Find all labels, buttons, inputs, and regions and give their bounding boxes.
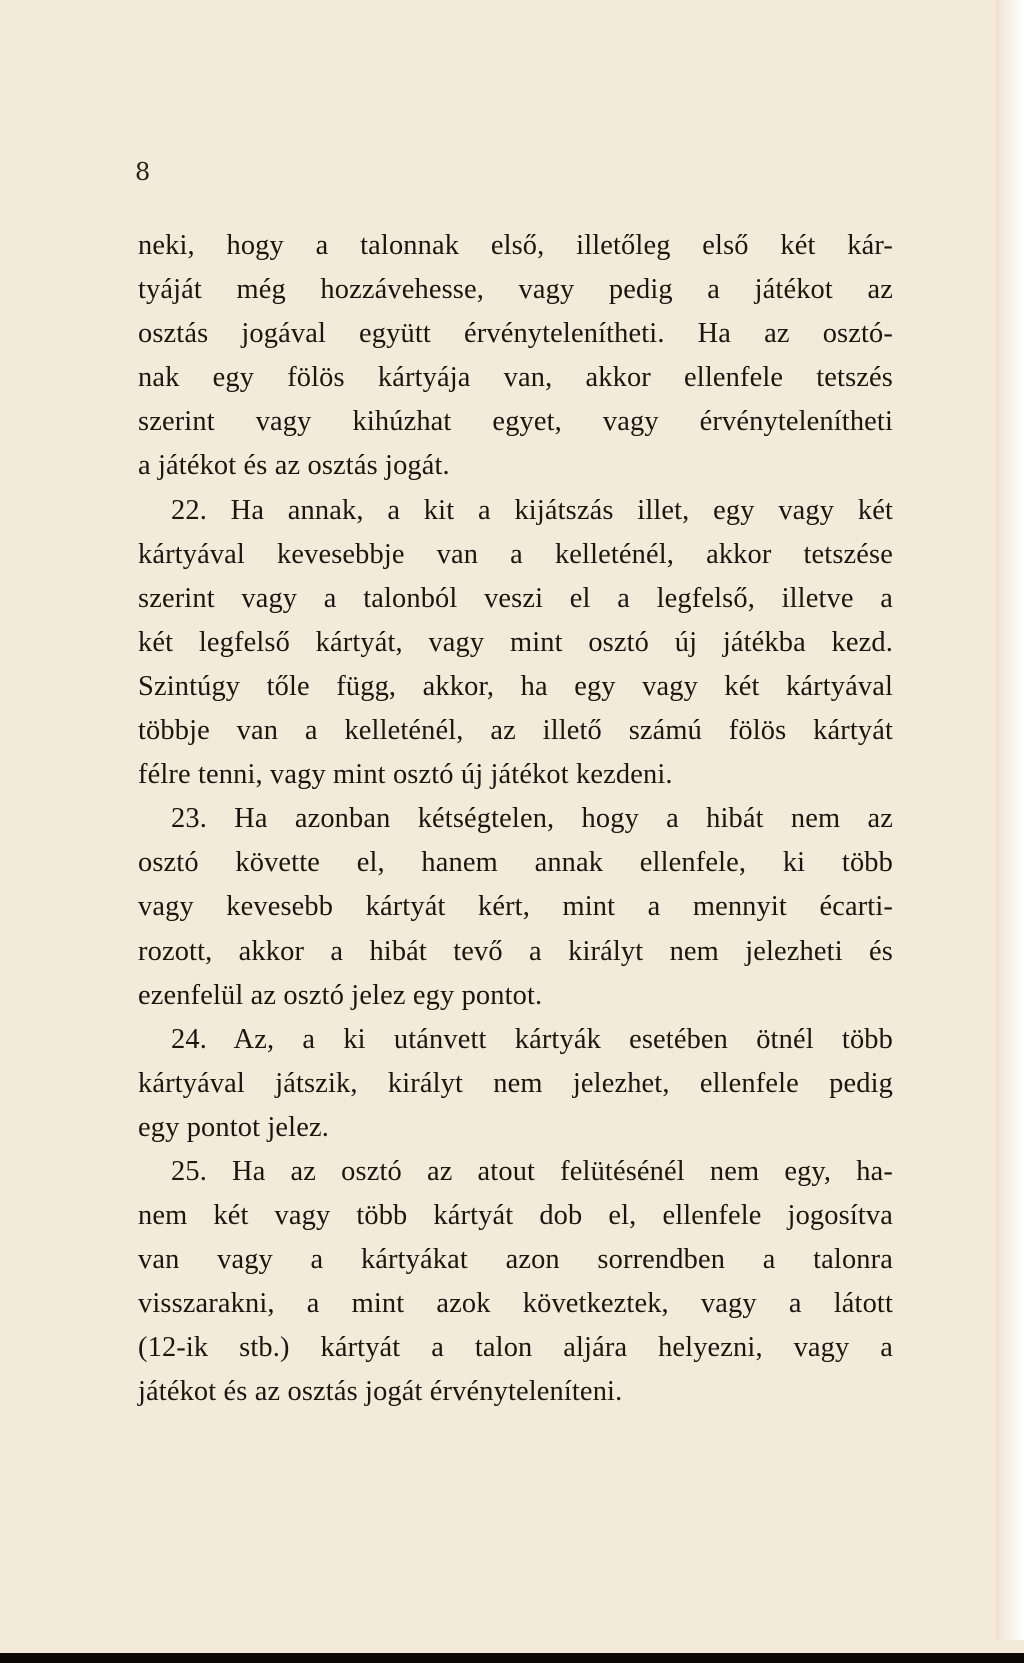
paragraph-25-start: 25. Ha az osztó az atout felütésénél nem egy, ha- xyxy=(171,1155,893,1187)
text-line: ezenfelül az osztó jelez egy pontot. xyxy=(138,979,543,1011)
text-line: kártyával kevesebbje van a kelleténél, akkor tetszése xyxy=(138,538,893,570)
paragraph-24-start: 24. Az, a ki utánvett kártyák esetében ötnél több xyxy=(171,1023,893,1055)
text-line: nak egy fölös kártyája van, akkor ellenfele tetszés xyxy=(138,362,893,394)
text-line: Szintúgy tőle függ, akkor, ha egy vagy két kártyával xyxy=(138,670,893,702)
body-text xyxy=(138,224,893,1415)
paragraph-23-start: 23. Ha azonban kétségtelen, hogy a hibát nem az xyxy=(171,803,893,835)
text-line: vagy kevesebb kártyát kért, mint a mennyit écarti- xyxy=(138,891,893,923)
text-line: a játékot és az osztás jogát. xyxy=(138,450,450,482)
text-line: szerint vagy a talonból veszi el a legfelső, illetve a xyxy=(138,582,893,614)
text-line: tyáját még hozzávehesse, vagy pedig a játékot az xyxy=(138,274,893,306)
scan-bottom-border xyxy=(0,1653,1024,1663)
text-line: két legfelső kártyát, vagy mint osztó új játékba kezd. xyxy=(138,626,893,658)
page-number: 8 xyxy=(135,158,151,186)
text-line: egy pontot jelez. xyxy=(138,1111,329,1143)
text-line: szerint vagy kihúzhat egyet, vagy érvénytelenítheti xyxy=(138,406,893,438)
paragraph-22-start: 22. Ha annak, a kit a kijátszás illet, egy vagy két xyxy=(171,494,893,526)
text-line: többje van a kelleténél, az illető számú fölös kártyát xyxy=(138,715,893,747)
text-line: neki, hogy a talonnak első, illetőleg első két kár- xyxy=(138,230,893,261)
text-line: játékot és az osztás jogát érvényteleníteni. xyxy=(138,1376,623,1408)
page-edge-shadow xyxy=(996,0,1024,1640)
text-line: kártyával játszik, királyt nem jelezhet, ellenfele pedig xyxy=(138,1067,893,1099)
text-line: van vagy a kártyákat azon sorrendben a talonra xyxy=(138,1244,893,1276)
text-line: visszarakni, a mint azok következtek, vagy a látott xyxy=(138,1288,893,1320)
text-line: osztás jogával együtt érvénytelenítheti. Ha az osztó- xyxy=(138,318,893,350)
text-line: nem két vagy több kártyát dob el, ellenfele jogosítva xyxy=(138,1200,893,1232)
text-line: (12-ik stb.) kártyát a talon aljára helyezni, vagy a xyxy=(138,1332,893,1364)
text-line: rozott, akkor a hibát tevő a királyt nem jelezheti és xyxy=(138,935,893,967)
text-line: osztó követte el, hanem annak ellenfele, ki több xyxy=(138,847,893,879)
text-line: félre tenni, vagy mint osztó új játékot kezdeni. xyxy=(138,759,673,791)
